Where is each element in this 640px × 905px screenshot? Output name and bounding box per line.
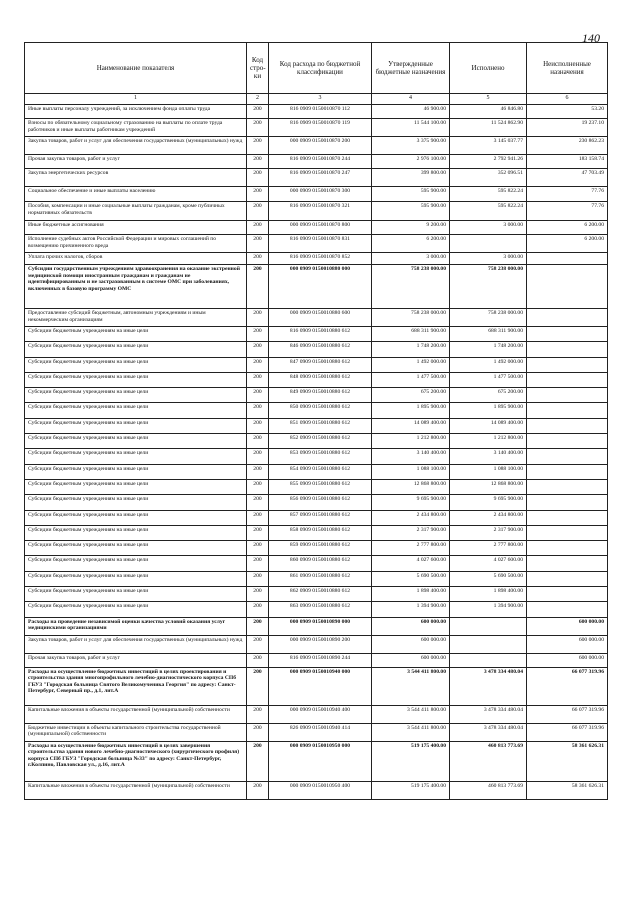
row-executed: 3 145 037.77 bbox=[450, 137, 527, 155]
table-row bbox=[25, 253, 608, 265]
row-code: 200 bbox=[247, 495, 269, 510]
row-name: Субсидии бюджетным учреждениям на иные цели bbox=[25, 479, 247, 494]
row-name: Субсидии бюджетным учреждениям на иные цели bbox=[25, 388, 247, 403]
row-code: 200 bbox=[247, 105, 269, 119]
row-code: 200 bbox=[247, 235, 269, 253]
row-executed: 3 140 400.00 bbox=[450, 449, 527, 464]
row-kbk: 816 0909 0150010870 852 bbox=[269, 253, 372, 265]
row-executed: 758 238 000.00 bbox=[450, 265, 527, 309]
row-approved: 11 544 100.00 bbox=[372, 119, 450, 137]
row-unexecuted bbox=[527, 602, 608, 617]
row-name: Взносы по обязательному социальному страхованию на выплаты по оплате труда работников и иные выплаты работникам учреждений bbox=[25, 119, 247, 137]
row-name: Прочая закупка товаров, работ и услуг bbox=[25, 653, 247, 667]
row-approved: 600 000.00 bbox=[372, 653, 450, 667]
table-row bbox=[25, 741, 608, 781]
column-number: 6 bbox=[527, 94, 608, 105]
row-executed: 11 524 862.90 bbox=[450, 119, 527, 137]
row-unexecuted bbox=[527, 265, 608, 309]
row-name: Субсидии бюджетным учреждениям на иные цели bbox=[25, 418, 247, 433]
row-unexecuted bbox=[527, 525, 608, 540]
row-name: Капитальные вложения в объекты государственной (муниципальной) собственности bbox=[25, 705, 247, 723]
row-code: 200 bbox=[247, 372, 269, 387]
row-unexecuted bbox=[527, 418, 608, 433]
row-name: Субсидии бюджетным учреждениям на иные цели bbox=[25, 525, 247, 540]
row-executed: 4 027 600.00 bbox=[450, 556, 527, 571]
row-name: Субсидии бюджетным учреждениям на иные цели bbox=[25, 372, 247, 387]
row-executed: 460 813 773.69 bbox=[450, 781, 527, 799]
row-unexecuted: 600 000.00 bbox=[527, 635, 608, 653]
row-kbk: 000 0909 0150010870 300 bbox=[269, 187, 372, 202]
table-row bbox=[25, 449, 608, 464]
row-kbk: 000 0909 0150010880 600 bbox=[269, 309, 372, 327]
table-row bbox=[25, 155, 608, 169]
row-unexecuted: 19 237.10 bbox=[527, 119, 608, 137]
row-executed: 1 748 200.00 bbox=[450, 342, 527, 357]
row-kbk: 863 0909 0150010880 612 bbox=[269, 602, 372, 617]
row-unexecuted bbox=[527, 309, 608, 327]
row-approved: 9 200.00 bbox=[372, 221, 450, 235]
row-executed: 1 088 100.00 bbox=[450, 464, 527, 479]
row-code: 200 bbox=[247, 357, 269, 372]
row-executed: 14 089 400.00 bbox=[450, 418, 527, 433]
column-number: 2 bbox=[247, 94, 269, 105]
row-approved: 9 695 900.00 bbox=[372, 495, 450, 510]
table-row bbox=[25, 781, 608, 799]
row-kbk: 000 0909 0150010940 400 bbox=[269, 705, 372, 723]
row-approved: 519 175 400.00 bbox=[372, 741, 450, 781]
row-kbk: 858 0909 0150010880 612 bbox=[269, 525, 372, 540]
row-kbk: 816 0909 0150010890 244 bbox=[269, 653, 372, 667]
table-row bbox=[25, 667, 608, 705]
row-code: 200 bbox=[247, 741, 269, 781]
table-row bbox=[25, 541, 608, 556]
row-code: 200 bbox=[247, 418, 269, 433]
row-approved: 2 434 800.00 bbox=[372, 510, 450, 525]
header-kbk: Код расхода по бюджетной классификации bbox=[269, 43, 372, 94]
row-kbk: 861 0909 0150010880 612 bbox=[269, 571, 372, 586]
row-executed: 9 695 900.00 bbox=[450, 495, 527, 510]
row-unexecuted: 58 361 626.31 bbox=[527, 781, 608, 799]
row-unexecuted bbox=[527, 556, 608, 571]
row-executed: 3 000.00 bbox=[450, 221, 527, 235]
row-executed: 1 394 900.00 bbox=[450, 602, 527, 617]
row-executed: 2 317 900.00 bbox=[450, 525, 527, 540]
table-row bbox=[25, 617, 608, 635]
row-code: 200 bbox=[247, 309, 269, 327]
row-code: 200 bbox=[247, 187, 269, 202]
row-code: 200 bbox=[247, 449, 269, 464]
table-row bbox=[25, 357, 608, 372]
row-unexecuted: 77.76 bbox=[527, 202, 608, 221]
row-approved: 1 492 000.00 bbox=[372, 357, 450, 372]
table-row bbox=[25, 479, 608, 494]
row-name: Прочая закупка товаров, работ и услуг bbox=[25, 155, 247, 169]
row-executed: 1 212 800.00 bbox=[450, 434, 527, 449]
row-approved: 1 394 900.00 bbox=[372, 602, 450, 617]
row-code: 200 bbox=[247, 635, 269, 653]
row-name: Субсидии бюджетным учреждениям на иные цели bbox=[25, 495, 247, 510]
row-code: 200 bbox=[247, 202, 269, 221]
row-name: Субсидии бюджетным учреждениям на иные цели bbox=[25, 556, 247, 571]
row-approved: 3 544 411 800.00 bbox=[372, 667, 450, 705]
row-approved: 14 089 400.00 bbox=[372, 418, 450, 433]
row-code: 200 bbox=[247, 587, 269, 602]
table-row bbox=[25, 495, 608, 510]
row-executed: 1 895 900.00 bbox=[450, 403, 527, 418]
row-executed: 688 311 900.00 bbox=[450, 327, 527, 342]
header-row bbox=[25, 43, 608, 94]
column-number: 4 bbox=[372, 94, 450, 105]
row-approved: 3 140 400.00 bbox=[372, 449, 450, 464]
budget-table bbox=[24, 42, 608, 800]
row-code: 200 bbox=[247, 667, 269, 705]
row-unexecuted bbox=[527, 327, 608, 342]
row-kbk: 854 0909 0150010880 612 bbox=[269, 464, 372, 479]
row-kbk: 860 0909 0150010880 612 bbox=[269, 556, 372, 571]
row-unexecuted: 183 158.74 bbox=[527, 155, 608, 169]
row-code: 200 bbox=[247, 388, 269, 403]
row-approved: 595 900.00 bbox=[372, 202, 450, 221]
row-approved: 1 477 500.00 bbox=[372, 372, 450, 387]
row-code: 200 bbox=[247, 327, 269, 342]
header-unexecuted: Неисполненные назначения bbox=[527, 43, 608, 94]
row-kbk: 816 0909 0150010880 612 bbox=[269, 327, 372, 342]
row-name: Субсидии бюджетным учреждениям на иные цели bbox=[25, 342, 247, 357]
row-kbk: 816 0909 0150010870 112 bbox=[269, 105, 372, 119]
header-name: Наименование показателя bbox=[25, 43, 247, 94]
row-kbk: 850 0909 0150010880 612 bbox=[269, 403, 372, 418]
row-kbk: 000 0909 0150010940 000 bbox=[269, 667, 372, 705]
row-kbk: 816 0909 0150010870 831 bbox=[269, 235, 372, 253]
row-name: Иные бюджетные ассигнования bbox=[25, 221, 247, 235]
row-name: Предоставление субсидий бюджетным, автономным учреждениям и иным некоммерческим организациям bbox=[25, 309, 247, 327]
row-executed: 3 478 334 480.04 bbox=[450, 723, 527, 741]
table-row bbox=[25, 587, 608, 602]
row-kbk: 851 0909 0150010880 612 bbox=[269, 418, 372, 433]
column-number: 1 bbox=[25, 94, 247, 105]
table-row bbox=[25, 464, 608, 479]
row-kbk: 849 0909 0150010880 612 bbox=[269, 388, 372, 403]
row-unexecuted bbox=[527, 357, 608, 372]
row-name: Субсидии бюджетным учреждениям на иные цели bbox=[25, 541, 247, 556]
row-code: 200 bbox=[247, 253, 269, 265]
row-approved: 688 311 900.00 bbox=[372, 327, 450, 342]
row-unexecuted bbox=[527, 587, 608, 602]
header-approved: Утвержденные бюджетные назначения bbox=[372, 43, 450, 94]
column-number: 3 bbox=[269, 94, 372, 105]
row-executed: 460 813 773.69 bbox=[450, 741, 527, 781]
row-executed: 3 000.00 bbox=[450, 253, 527, 265]
row-code: 200 bbox=[247, 434, 269, 449]
row-unexecuted: 230 862.23 bbox=[527, 137, 608, 155]
row-approved: 12 868 800.00 bbox=[372, 479, 450, 494]
row-kbk: 855 0909 0150010880 612 bbox=[269, 479, 372, 494]
table-row bbox=[25, 434, 608, 449]
table-row bbox=[25, 602, 608, 617]
row-approved: 758 238 000.00 bbox=[372, 309, 450, 327]
row-kbk: 826 0909 0150010940 414 bbox=[269, 723, 372, 741]
row-approved: 46 900.00 bbox=[372, 105, 450, 119]
row-unexecuted bbox=[527, 253, 608, 265]
row-code: 200 bbox=[247, 541, 269, 556]
table-row bbox=[25, 525, 608, 540]
row-code: 200 bbox=[247, 403, 269, 418]
table-row bbox=[25, 723, 608, 741]
row-executed: 1 898 400.00 bbox=[450, 587, 527, 602]
row-kbk: 856 0909 0150010880 612 bbox=[269, 495, 372, 510]
row-unexecuted: 53.20 bbox=[527, 105, 608, 119]
row-approved: 1 748 200.00 bbox=[372, 342, 450, 357]
row-name: Бюджетные инвестиции в объекты капитального строительства государственной (муниципальной) собственности bbox=[25, 723, 247, 741]
row-executed: 3 478 334 480.04 bbox=[450, 667, 527, 705]
row-executed: 2 792 941.26 bbox=[450, 155, 527, 169]
page-number: 140 bbox=[582, 31, 600, 45]
row-kbk: 848 0909 0150010880 612 bbox=[269, 372, 372, 387]
row-code: 200 bbox=[247, 464, 269, 479]
row-kbk: 862 0909 0150010880 612 bbox=[269, 587, 372, 602]
row-unexecuted: 77.76 bbox=[527, 187, 608, 202]
table-row bbox=[25, 119, 608, 137]
row-name: Субсидии бюджетным учреждениям на иные цели bbox=[25, 434, 247, 449]
row-executed: 46 846.80 bbox=[450, 105, 527, 119]
row-executed bbox=[450, 235, 527, 253]
row-kbk: 000 0909 0150010950 000 bbox=[269, 741, 372, 781]
table-row bbox=[25, 327, 608, 342]
row-kbk: 816 0909 0150010870 244 bbox=[269, 155, 372, 169]
row-executed: 595 822.24 bbox=[450, 187, 527, 202]
row-name: Субсидии бюджетным учреждениям на иные цели bbox=[25, 602, 247, 617]
row-approved: 1 212 800.00 bbox=[372, 434, 450, 449]
row-name: Расходы на проведение независимой оценки качества условий оказания услуг медицинскими организациями bbox=[25, 617, 247, 635]
row-approved: 600 000.00 bbox=[372, 635, 450, 653]
row-name: Иные выплаты персоналу учреждений, за исключением фонда оплаты труда bbox=[25, 105, 247, 119]
row-name: Субсидии бюджетным учреждениям на иные цели bbox=[25, 571, 247, 586]
table-row bbox=[25, 571, 608, 586]
row-name: Субсидии бюджетным учреждениям на иные цели bbox=[25, 464, 247, 479]
table-row bbox=[25, 221, 608, 235]
row-unexecuted: 47 703.49 bbox=[527, 169, 608, 187]
row-unexecuted: 58 361 626.31 bbox=[527, 741, 608, 781]
row-unexecuted bbox=[527, 541, 608, 556]
table-row bbox=[25, 235, 608, 253]
row-code: 200 bbox=[247, 525, 269, 540]
row-unexecuted: 66 077 319.96 bbox=[527, 723, 608, 741]
row-executed: 12 868 800.00 bbox=[450, 479, 527, 494]
row-unexecuted bbox=[527, 464, 608, 479]
row-executed: 352 096.51 bbox=[450, 169, 527, 187]
row-approved: 758 238 000.00 bbox=[372, 265, 450, 309]
row-approved: 2 976 100.00 bbox=[372, 155, 450, 169]
row-approved: 3 375 900.00 bbox=[372, 137, 450, 155]
row-executed bbox=[450, 635, 527, 653]
row-code: 200 bbox=[247, 510, 269, 525]
table-row bbox=[25, 372, 608, 387]
row-executed: 758 238 000.00 bbox=[450, 309, 527, 327]
row-name: Субсидии бюджетным учреждениям на иные цели bbox=[25, 587, 247, 602]
table-body bbox=[25, 105, 608, 800]
row-name: Субсидии бюджетным учреждениям на иные цели bbox=[25, 357, 247, 372]
table-row bbox=[25, 653, 608, 667]
row-code: 200 bbox=[247, 169, 269, 187]
row-name: Закупка энергетических ресурсов bbox=[25, 169, 247, 187]
header-code: Код стро-ки bbox=[247, 43, 269, 94]
row-name: Капитальные вложения в объекты государственной (муниципальной) собственности bbox=[25, 781, 247, 799]
row-name: Субсидии бюджетным учреждениям на иные цели bbox=[25, 327, 247, 342]
row-unexecuted bbox=[527, 372, 608, 387]
table-row bbox=[25, 137, 608, 155]
header-executed: Исполнено bbox=[450, 43, 527, 94]
row-executed: 5 690 500.00 bbox=[450, 571, 527, 586]
row-kbk: 853 0909 0150010880 612 bbox=[269, 449, 372, 464]
row-unexecuted: 600 000.00 bbox=[527, 653, 608, 667]
row-name: Субсидии бюджетным учреждениям на иные цели bbox=[25, 510, 247, 525]
row-executed bbox=[450, 653, 527, 667]
column-number: 5 bbox=[450, 94, 527, 105]
row-code: 200 bbox=[247, 479, 269, 494]
table-row bbox=[25, 265, 608, 309]
table-row bbox=[25, 556, 608, 571]
table-row bbox=[25, 510, 608, 525]
row-approved: 600 000.00 bbox=[372, 617, 450, 635]
row-approved: 675 200.00 bbox=[372, 388, 450, 403]
row-kbk: 816 0909 0150010870 321 bbox=[269, 202, 372, 221]
row-code: 200 bbox=[247, 265, 269, 309]
row-executed: 2 434 800.00 bbox=[450, 510, 527, 525]
row-approved: 399 800.00 bbox=[372, 169, 450, 187]
row-kbk: 847 0909 0150010880 612 bbox=[269, 357, 372, 372]
table-row bbox=[25, 403, 608, 418]
row-approved: 3 544 411 800.00 bbox=[372, 705, 450, 723]
row-unexecuted bbox=[527, 449, 608, 464]
row-code: 200 bbox=[247, 556, 269, 571]
row-kbk: 000 0909 0150010950 400 bbox=[269, 781, 372, 799]
row-executed: 595 822.24 bbox=[450, 202, 527, 221]
row-approved: 1 088 100.00 bbox=[372, 464, 450, 479]
row-code: 200 bbox=[247, 602, 269, 617]
row-approved: 2 777 800.00 bbox=[372, 541, 450, 556]
row-approved: 6 200.00 bbox=[372, 235, 450, 253]
row-name: Социальное обеспечение и иные выплаты населению bbox=[25, 187, 247, 202]
row-code: 200 bbox=[247, 705, 269, 723]
row-name: Расходы на осуществление бюджетных инвестиций в целях проектирования и строительства здания многопрофильного лечебно-диагностического корпуса СПб ГБУЗ "Городская больница Святого Великомученика Георгия" по адресу: Санкт-Петербург, Северный пр., д.1, лит.А bbox=[25, 667, 247, 705]
row-unexecuted: 6 200.00 bbox=[527, 235, 608, 253]
row-code: 200 bbox=[247, 653, 269, 667]
row-name: Субсидии бюджетным учреждениям на иные цели bbox=[25, 403, 247, 418]
table-row bbox=[25, 187, 608, 202]
row-kbk: 000 0909 0150010870 200 bbox=[269, 137, 372, 155]
row-name: Закупка товаров, работ и услуг для обеспечения государственных (муниципальных) нужд bbox=[25, 635, 247, 653]
table-row bbox=[25, 309, 608, 327]
row-unexecuted: 6 200.00 bbox=[527, 221, 608, 235]
row-unexecuted bbox=[527, 495, 608, 510]
row-approved: 519 175 400.00 bbox=[372, 781, 450, 799]
row-executed: 675 200.00 bbox=[450, 388, 527, 403]
row-name: Пособия, компенсации и иные социальные выплаты гражданам, кроме публичных нормативных обязательств bbox=[25, 202, 247, 221]
row-name: Субсидии государственным учреждениям здравоохранения на оказание экстренной медицинской помощи иностранным гражданам и гражданам не идентифицированным и не застрахованным в системе ОМС при заболеваниях, включенных в базовую программу ОМС bbox=[25, 265, 247, 309]
row-kbk: 816 0909 0150010870 119 bbox=[269, 119, 372, 137]
row-unexecuted: 66 077 319.96 bbox=[527, 705, 608, 723]
row-code: 200 bbox=[247, 155, 269, 169]
row-unexecuted bbox=[527, 342, 608, 357]
row-code: 200 bbox=[247, 617, 269, 635]
row-code: 200 bbox=[247, 723, 269, 741]
row-kbk: 000 0909 0150010870 800 bbox=[269, 221, 372, 235]
row-code: 200 bbox=[247, 571, 269, 586]
row-approved: 1 895 900.00 bbox=[372, 403, 450, 418]
row-unexecuted bbox=[527, 388, 608, 403]
row-kbk: 000 0909 0150010880 000 bbox=[269, 265, 372, 309]
row-unexecuted: 66 077 319.96 bbox=[527, 667, 608, 705]
row-kbk: 852 0909 0150010880 612 bbox=[269, 434, 372, 449]
table-row bbox=[25, 418, 608, 433]
table-row bbox=[25, 105, 608, 119]
row-approved: 2 317 900.00 bbox=[372, 525, 450, 540]
row-code: 200 bbox=[247, 781, 269, 799]
row-name: Расходы на осуществление бюджетных инвестиций в целях завершения строительства здания нового лечебно-диагностического (хирургического профиля) корпуса СПб ГБУЗ "Городская больница №33" по адресу: Санкт-Петербург, г.Колпино, Павловская ул., д.16, лит.А bbox=[25, 741, 247, 781]
table-row bbox=[25, 342, 608, 357]
table-row bbox=[25, 202, 608, 221]
row-unexecuted bbox=[527, 510, 608, 525]
row-unexecuted bbox=[527, 479, 608, 494]
row-kbk: 846 0909 0150010880 612 bbox=[269, 342, 372, 357]
row-code: 200 bbox=[247, 137, 269, 155]
row-name: Закупка товаров, работ и услуг для обеспечения государственных (муниципальных) нужд bbox=[25, 137, 247, 155]
row-executed: 1 477 500.00 bbox=[450, 372, 527, 387]
row-kbk: 000 0909 0150010890 000 bbox=[269, 617, 372, 635]
row-name: Исполнение судебных актов Российской Федерации и мировых соглашений по возмещению причиненного вреда bbox=[25, 235, 247, 253]
column-numbers-row bbox=[25, 94, 608, 105]
row-unexecuted bbox=[527, 434, 608, 449]
row-kbk: 000 0909 0150010890 200 bbox=[269, 635, 372, 653]
row-kbk: 816 0909 0150010870 247 bbox=[269, 169, 372, 187]
row-name: Уплата прочих налогов, сборов bbox=[25, 253, 247, 265]
row-kbk: 857 0909 0150010880 612 bbox=[269, 510, 372, 525]
row-code: 200 bbox=[247, 221, 269, 235]
row-executed: 2 777 800.00 bbox=[450, 541, 527, 556]
row-approved: 3 544 411 800.00 bbox=[372, 723, 450, 741]
table-row bbox=[25, 705, 608, 723]
row-unexecuted bbox=[527, 403, 608, 418]
row-approved: 595 900.00 bbox=[372, 187, 450, 202]
table-row bbox=[25, 388, 608, 403]
row-approved: 1 898 400.00 bbox=[372, 587, 450, 602]
row-unexecuted bbox=[527, 571, 608, 586]
row-approved: 4 027 600.00 bbox=[372, 556, 450, 571]
row-unexecuted: 600 000.00 bbox=[527, 617, 608, 635]
row-kbk: 859 0909 0150010880 612 bbox=[269, 541, 372, 556]
row-code: 200 bbox=[247, 342, 269, 357]
row-approved: 3 000.00 bbox=[372, 253, 450, 265]
row-executed bbox=[450, 617, 527, 635]
row-name: Субсидии бюджетным учреждениям на иные цели bbox=[25, 449, 247, 464]
row-executed: 3 478 334 480.04 bbox=[450, 705, 527, 723]
table-row bbox=[25, 169, 608, 187]
row-approved: 5 690 500.00 bbox=[372, 571, 450, 586]
row-code: 200 bbox=[247, 119, 269, 137]
row-executed: 1 492 000.00 bbox=[450, 357, 527, 372]
table-row bbox=[25, 635, 608, 653]
